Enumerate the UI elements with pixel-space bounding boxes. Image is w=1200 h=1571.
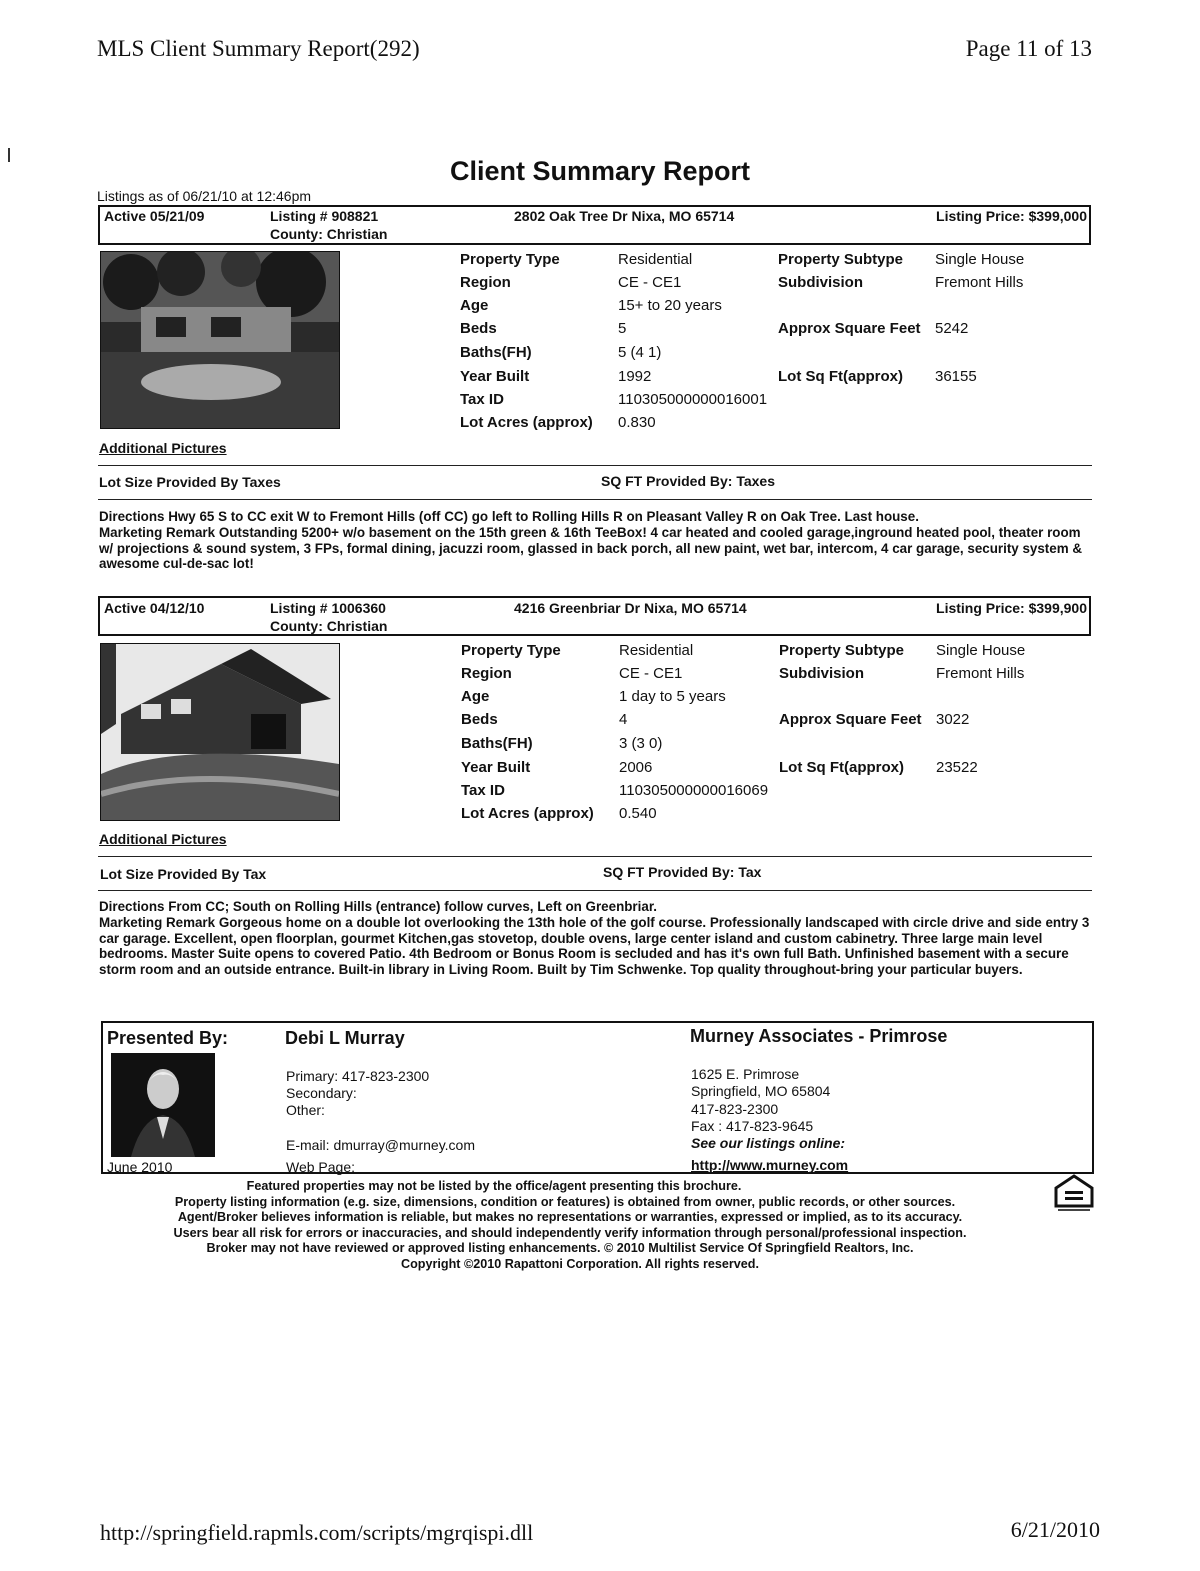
- value-lot-acres: 0.540: [619, 805, 657, 822]
- lot-size-provided-by: Lot Size Provided By Taxes: [99, 474, 281, 490]
- disclaimer-line: Property listing information (e.g. size, dimensions, condition or features) is obtained from owner, public records, or other sources.: [174, 1194, 956, 1209]
- listing-header: [98, 205, 1091, 245]
- value-beds: 5: [618, 320, 627, 337]
- divider: [98, 856, 1092, 857]
- value-subtype: Single House: [936, 642, 1026, 659]
- office-website-link[interactable]: http://www.murney.com: [691, 1157, 849, 1173]
- divider: [98, 499, 1092, 500]
- listing-remark: Marketing Remark Outstanding 5200+ w/o basement on the 15th green & 16th TeeBox! 4 car heated and cooled garage,inground heated pool, theater room w/ projections & sound system, 3 FPs, formal dining, jacuzzi room, glassed in back porch, all new paint, wet bar, intercom, 4 car garage, security system & awesome cul-de-sac lot!: [99, 525, 1083, 572]
- value-subtype: Single House: [935, 251, 1025, 268]
- disclaimer-line: Users bear all risk for errors or inaccuracies, and should independently verify information through personal/professional inspection.: [173, 1225, 967, 1240]
- office-fax: Fax : 417-823-9645: [691, 1118, 814, 1134]
- listing-remark: Marketing Remark Gorgeous home on a double lot overlooking the 13th hole of the golf course. Professionally landscaped with circle drive and side entry 3 car garage. Excellent, open floorplan, gourmet Kitchen,gas stovetop, double ovens, large center island and custom cabinetry. Three large main level bedrooms. Master Suite opens to covered Patio. 4th Bedroom or Bonus Room is secluded and has it's own full Bath. Unfinished basement with a secure storm room and an outside entrance. Built-in library in Living Room. Built by Tim Schwenke. Top quality throughout-bring your particular buyers.: [99, 915, 1090, 977]
- divider: [98, 465, 1092, 466]
- label-sqft: Approx Square Feet: [778, 320, 921, 337]
- listing-directions: Directions From CC; South on Rolling Hills (entrance) follow curves, Left on Greenbriar.: [99, 899, 658, 914]
- label-lot-acres: Lot Acres (approx): [460, 414, 593, 431]
- label-region: Region: [460, 274, 511, 291]
- value-tax-id: 110305000000016069: [619, 782, 769, 799]
- value-sqft: 3022: [936, 711, 970, 728]
- label-sqft: Approx Square Feet: [779, 711, 922, 728]
- label-lot-sqft: Lot Sq Ft(approx): [778, 368, 903, 385]
- listing-price: Listing Price: $399,000: [936, 208, 1087, 224]
- listing-county: County: Christian: [270, 618, 388, 634]
- value-property-type: Residential: [619, 642, 694, 659]
- photo-date: June 2010: [107, 1159, 173, 1175]
- value-region: CE - CE1: [619, 665, 683, 682]
- value-subdivision: Fremont Hills: [935, 274, 1024, 291]
- sqft-provided-by: SQ FT Provided By: Tax: [603, 864, 762, 880]
- agent-email[interactable]: E-mail: dmurray@murney.com: [286, 1137, 475, 1153]
- office-phone: 417-823-2300: [691, 1101, 779, 1117]
- listing-header: [98, 596, 1091, 636]
- page-title: Client Summary Report: [449, 156, 751, 186]
- listing-price: Listing Price: $399,900: [936, 600, 1087, 616]
- listing-photo[interactable]: [100, 251, 340, 429]
- disclaimer-line: Copyright ©2010 Rapattoni Corporation. All rights reserved.: [401, 1256, 759, 1271]
- lot-size-provided-by: Lot Size Provided By Tax: [100, 866, 267, 882]
- listings-online-label: See our listings online:: [691, 1135, 846, 1151]
- label-subtype: Property Subtype: [779, 642, 905, 659]
- value-sqft: 5242: [935, 320, 969, 337]
- listing-directions: Directions Hwy 65 S to CC exit W to Fremont Hills (off CC) go left to Rolling Hills R on Pleasant Valley R on Oak Tree. Last house.: [99, 509, 919, 524]
- sqft-provided-by: SQ FT Provided By: Taxes: [601, 473, 776, 489]
- equal-housing-icon: [1052, 1174, 1096, 1214]
- value-lot-sqft: 36155: [935, 368, 977, 385]
- label-property-type: Property Type: [460, 251, 560, 268]
- label-property-type: Property Type: [461, 642, 561, 659]
- label-beds: Beds: [460, 320, 497, 337]
- label-age: Age: [461, 688, 490, 705]
- listing-address: 2802 Oak Tree Dr Nixa, MO 65714: [514, 208, 735, 224]
- value-tax-id: 110305000000016001: [618, 391, 768, 408]
- presented-by-heading: Presented By:: [107, 1028, 229, 1048]
- office-address-1: 1625 E. Primrose: [691, 1066, 800, 1082]
- listings-as-of: Listings as of 06/21/10 at 12:46pm: [97, 188, 312, 204]
- listing-status: Active 05/21/09: [104, 208, 205, 224]
- agent-avatar: [111, 1053, 215, 1157]
- label-region: Region: [461, 665, 512, 682]
- additional-pictures-link[interactable]: Additional Pictures: [99, 440, 227, 456]
- agent-web-page: Web Page:: [286, 1159, 356, 1175]
- label-tax-id: Tax ID: [460, 391, 504, 408]
- presenter-box: [101, 1021, 1094, 1174]
- listing-county: County: Christian: [270, 226, 388, 242]
- disclaimer-line: Featured properties may not be listed by the office/agent presenting this brochure.: [246, 1179, 742, 1193]
- listing-number: Listing # 908821: [270, 208, 379, 224]
- label-subtype: Property Subtype: [778, 251, 904, 268]
- listing-address: 4216 Greenbriar Dr Nixa, MO 65714: [514, 600, 747, 616]
- value-year-built: 2006: [619, 759, 653, 776]
- value-age: 1 day to 5 years: [619, 688, 726, 705]
- value-property-type: Residential: [618, 251, 693, 268]
- label-baths: Baths(FH): [460, 344, 532, 361]
- agent-name: Debi L Murray: [285, 1028, 405, 1048]
- agent-primary-phone: Primary: 417-823-2300: [286, 1068, 430, 1084]
- label-baths: Baths(FH): [461, 735, 533, 752]
- value-baths: 3 (3 0): [619, 735, 663, 752]
- footer-date: 6/21/2010: [1010, 1517, 1100, 1542]
- agent-secondary-phone: Secondary:: [286, 1085, 357, 1101]
- label-year-built: Year Built: [461, 759, 531, 776]
- divider: [98, 890, 1092, 891]
- disclaimer: [100, 1179, 1100, 1273]
- page-number: Page 11 of 13: [965, 36, 1092, 61]
- value-region: CE - CE1: [618, 274, 682, 291]
- value-age: 15+ to 20 years: [618, 297, 722, 314]
- label-beds: Beds: [461, 711, 498, 728]
- report-name: MLS Client Summary Report(292): [97, 36, 420, 61]
- listing-status: Active 04/12/10: [104, 600, 205, 616]
- office-address-2: Springfield, MO 65804: [691, 1083, 831, 1099]
- label-subdivision: Subdivision: [778, 274, 864, 291]
- label-lot-sqft: Lot Sq Ft(approx): [779, 759, 904, 776]
- listing-photo[interactable]: [100, 643, 340, 821]
- office-name: Murney Associates - Primrose: [690, 1026, 948, 1046]
- additional-pictures-link[interactable]: Additional Pictures: [99, 831, 227, 847]
- label-tax-id: Tax ID: [461, 782, 505, 799]
- value-baths: 5 (4 1): [618, 344, 662, 361]
- disclaimer-line: Broker may not have reviewed or approved listing enhancements. © 2010 Multilist Service Of Springfield Realtors, Inc.: [206, 1241, 914, 1256]
- label-age: Age: [460, 297, 489, 314]
- footer-url: http://springfield.rapmls.com/scripts/mgrqispi.dll: [100, 1520, 534, 1545]
- value-year-built: 1992: [618, 368, 652, 385]
- disclaimer-line: Agent/Broker believes information is reliable, but makes no representations or warranties, expressed or implied, as to its accuracy.: [177, 1210, 963, 1225]
- label-year-built: Year Built: [460, 368, 530, 385]
- agent-other-phone: Other:: [286, 1102, 325, 1118]
- listing-number: Listing # 1006360: [270, 600, 386, 616]
- value-lot-sqft: 23522: [936, 759, 978, 776]
- value-beds: 4: [619, 711, 628, 728]
- value-subdivision: Fremont Hills: [936, 665, 1025, 682]
- label-lot-acres: Lot Acres (approx): [461, 805, 594, 822]
- value-lot-acres: 0.830: [618, 414, 656, 431]
- label-subdivision: Subdivision: [779, 665, 865, 682]
